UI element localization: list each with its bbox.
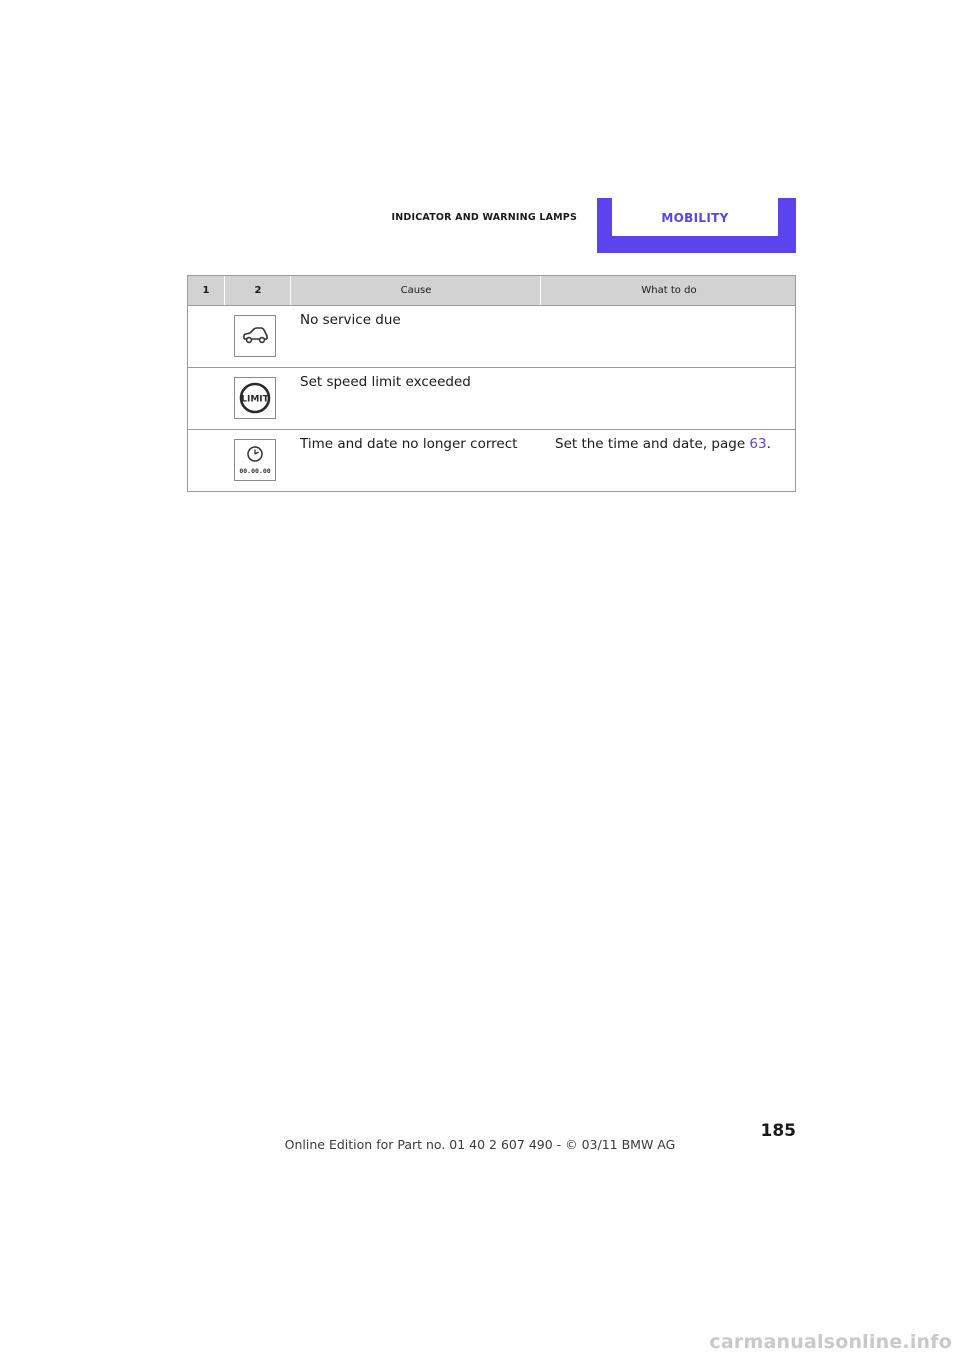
clock-icon-label: 00.00.00 [239, 467, 271, 475]
limit-icon-label: LIMIT [241, 394, 269, 405]
chapter-tab [597, 198, 796, 253]
section-title: INDICATOR AND WARNING LAMPS [391, 212, 577, 223]
service-car-icon [234, 315, 276, 357]
cause-text: No service due [300, 312, 401, 328]
action-text-suffix: . [766, 436, 771, 452]
cause-text: Set speed limit exceeded [300, 374, 471, 390]
page-link[interactable]: 63 [749, 436, 767, 452]
indicator-lamp-table [187, 275, 796, 492]
cause-text: Time and date no longer correct [300, 436, 518, 452]
watermark: carmanualsonline.info [709, 1331, 952, 1353]
column-header-what-to-do: What to do [540, 276, 797, 305]
limit-icon [234, 377, 276, 419]
action-text-body: Set the time and date, page [555, 436, 750, 452]
page-number: 185 [760, 1121, 796, 1141]
table-header-row [188, 276, 795, 306]
column-header-cause: Cause [290, 276, 541, 305]
table-row [188, 368, 795, 430]
column-header-2: 2 [224, 276, 291, 305]
chapter-tab-label: MOBILITY [661, 211, 729, 225]
chapter-tab-inner [612, 198, 778, 236]
footer-edition-note: Online Edition for Part no. 01 40 2 607 490 - © 03/11 BMW AG [284, 1137, 676, 1152]
action-text [555, 436, 771, 452]
table-row [188, 306, 795, 368]
clock-icon [234, 439, 276, 481]
table-row [188, 430, 795, 491]
column-header-1: 1 [202, 285, 210, 296]
